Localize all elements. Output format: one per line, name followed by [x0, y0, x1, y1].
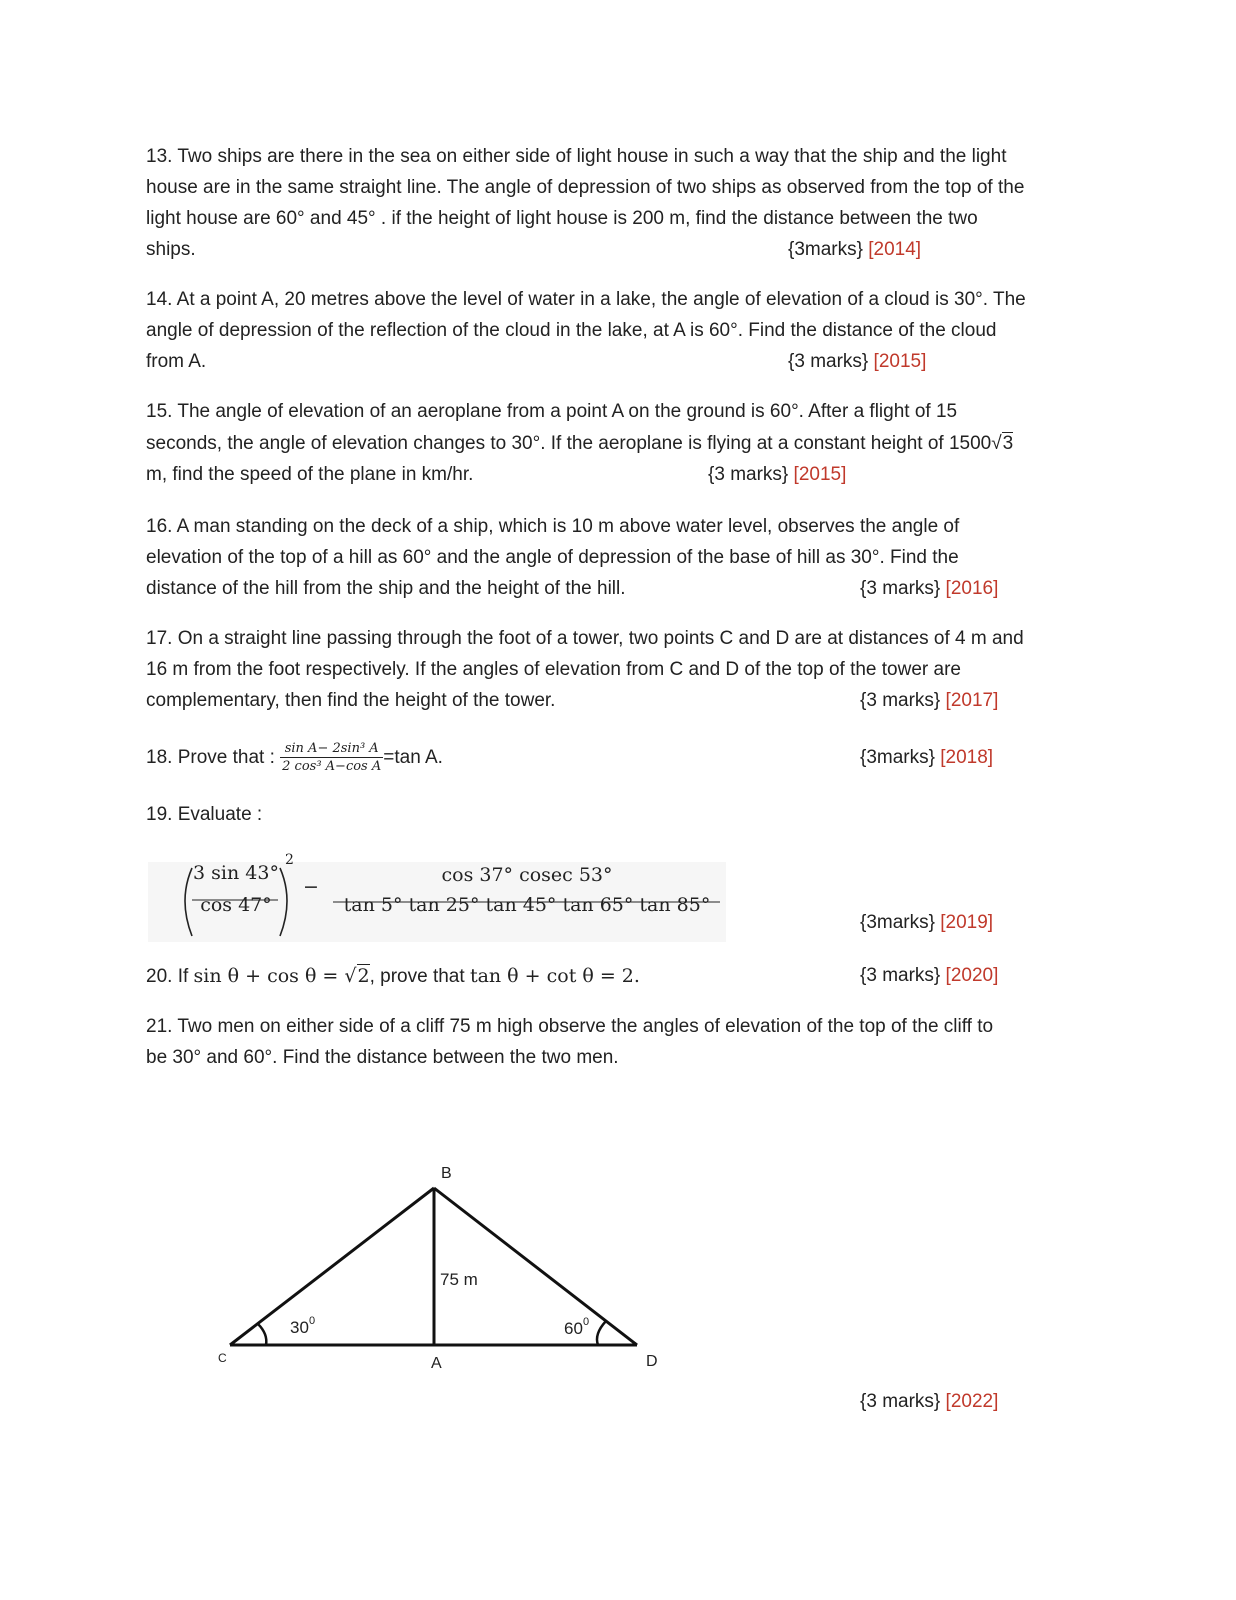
- q21-line-1: 21. Two men on either side of a cliff 75 m high observe the angles of elevation of the top of the cliff to: [146, 1016, 994, 1037]
- q18-suffix: =tan A.: [383, 747, 443, 768]
- frac2-numerator: cos 37° cosec 53°: [441, 864, 613, 886]
- q16-line-1: 16. A man standing on the deck of a ship, which is 10 m above water level, observes the angle of: [146, 516, 960, 537]
- q15-line-2-text: seconds, the angle of elevation changes to 30°. If the aeroplane is flying at a constant height of 1500√: [146, 433, 1002, 454]
- angle-label-right: 60: [564, 1319, 583, 1338]
- label-a: A: [431, 1355, 442, 1372]
- year-tag: [2019]: [940, 912, 994, 933]
- q16-line-2: elevation of the top of a hill as 60° and the angle of depression of the base of hill as 30°. Find the: [146, 547, 959, 568]
- q18-numerator: sin A− 2sin³ A: [280, 740, 383, 758]
- angle-label-left: 30: [290, 1318, 309, 1337]
- frac2-denominator: tan 5° tan 25° tan 45° tan 65° tan 85°: [343, 894, 711, 916]
- q20-root: 2: [357, 965, 370, 987]
- q15-line-3: m, find the speed of the plane in km/hr.: [146, 464, 474, 485]
- year-tag: [2022]: [945, 1391, 999, 1412]
- q14-line-2: angle of depression of the reflection of the cloud in the lake, at A is 60°. Find the distance of the cloud: [146, 320, 997, 341]
- q18-prefix: 18. Prove that :: [146, 747, 281, 768]
- q13-line-3: light house are 60° and 45° . if the height of light house is 200 m, find the distance between the two: [146, 208, 978, 229]
- marks-text: {3 marks}: [860, 690, 941, 711]
- q20-expr1: sin θ + cos θ = √: [193, 965, 357, 987]
- marks-text: {3 marks}: [788, 351, 869, 372]
- q20-expr2: tan θ + cot θ = 2.: [469, 965, 640, 987]
- sight-line-cb: [230, 1188, 434, 1345]
- q17-line-2: 16 m from the foot respectively. If the angles of elevation from C and D of the top of the tower are: [146, 659, 961, 680]
- q13-line-1: 13. Two ships are there in the sea on either side of light house in such a way that the ship and the light: [146, 146, 1007, 167]
- q13-line-4: ships.: [146, 239, 196, 260]
- q17-line-1: 17. On a straight line passing through the foot of a tower, two points C and D are at distances of 4 m and: [146, 628, 1024, 649]
- frac1-denominator: cos 47°: [200, 894, 272, 916]
- q13-line-2: house are in the same straight line. The angle of depression of two ships as observed from the top of the: [146, 177, 1025, 198]
- q14-line-1: 14. At a point A, 20 metres above the level of water in a lake, the angle of elevation of a cloud is 30°. The: [146, 289, 1026, 310]
- q21-marks: [860, 1390, 998, 1414]
- label-c: C: [218, 1351, 227, 1365]
- marks-text: {3 marks}: [860, 965, 941, 986]
- year-tag: [2015]: [793, 464, 847, 485]
- year-tag: [2020]: [945, 965, 999, 986]
- q15-line-1: 15. The angle of elevation of an aeroplane from a point A on the ground is 60°. After a flight of 15: [146, 401, 958, 422]
- degree-mark-right: 0: [583, 1316, 590, 1328]
- marks-text: {3 marks}: [708, 464, 789, 485]
- marks-text: {3marks}: [860, 912, 935, 933]
- marks-text: {3 marks}: [860, 1391, 941, 1412]
- label-b: B: [441, 1165, 452, 1182]
- year-tag: [2017]: [945, 690, 999, 711]
- marks-text: {3 marks}: [860, 578, 941, 599]
- angle-arc-d: [597, 1321, 606, 1345]
- frac1-numerator: 3 sin 43°: [193, 862, 279, 884]
- q21-line-2: be 30° and 60°. Find the distance between the two men.: [146, 1047, 619, 1068]
- minus-sign: −: [303, 876, 319, 898]
- sight-line-bd: [434, 1188, 637, 1345]
- label-d: D: [646, 1353, 658, 1370]
- q16-line-3: distance of the hill from the ship and the height of the hill.: [146, 578, 626, 599]
- q18-denominator: 2 cos³ A−cos A: [282, 759, 382, 775]
- year-tag: [2018]: [940, 747, 994, 768]
- year-tag: [2015]: [873, 351, 927, 372]
- sqrt-radicand: 3: [1002, 433, 1014, 454]
- height-label: 75 m: [440, 1270, 478, 1289]
- q19-label: 19. Evaluate :: [146, 804, 263, 825]
- q14-line-3: from A.: [146, 351, 207, 372]
- q17-line-3: complementary, then find the height of the tower.: [146, 690, 556, 711]
- marks-text: {3marks}: [788, 239, 863, 260]
- marks-text: {3marks}: [860, 747, 935, 768]
- degree-mark-left: 0: [309, 1315, 316, 1327]
- year-tag: [2016]: [945, 578, 999, 599]
- year-tag: [2014]: [868, 239, 922, 260]
- exponent: 2: [285, 852, 294, 868]
- q20-pre: 20. If: [146, 966, 194, 987]
- angle-arc-c: [258, 1324, 266, 1345]
- q20-mid: , prove that: [369, 966, 470, 987]
